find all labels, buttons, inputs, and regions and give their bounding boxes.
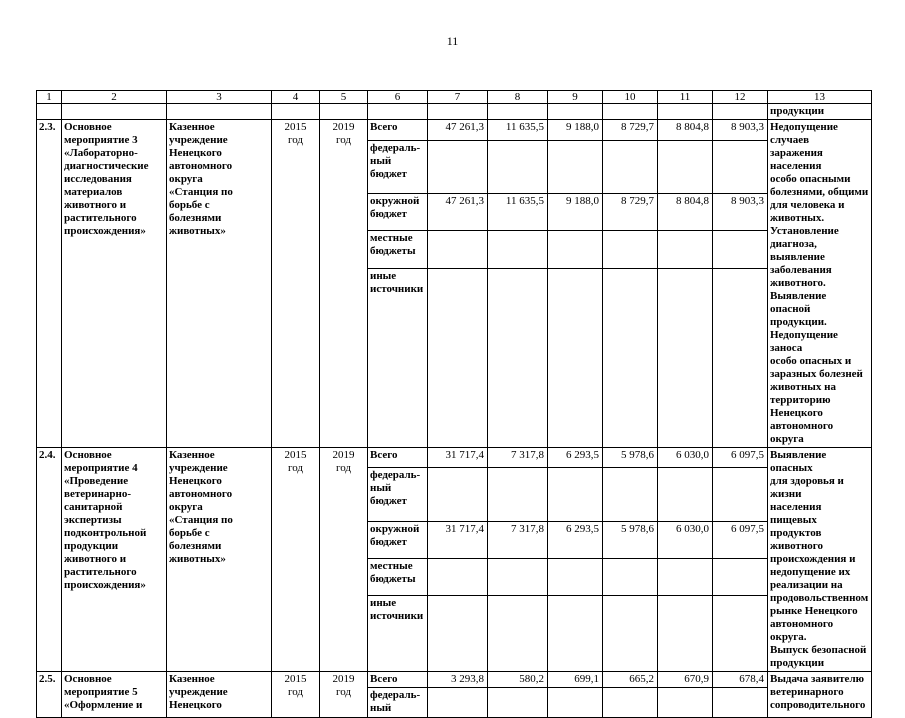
funding-value <box>713 596 768 672</box>
end-year: 2019 год <box>320 120 368 448</box>
funding-value <box>428 231 488 268</box>
column-header: 2 <box>62 91 167 104</box>
table-row <box>37 120 872 141</box>
column-header: 4 <box>272 91 320 104</box>
funding-value <box>658 468 713 522</box>
funding-source: федераль- ный бюджет <box>368 468 428 522</box>
funding-value: 8 804,8 <box>658 120 713 141</box>
funding-value <box>713 468 768 522</box>
funding-value <box>713 268 768 447</box>
funding-value: 6 293,5 <box>548 448 603 468</box>
column-header: 12 <box>713 91 768 104</box>
funding-value <box>658 140 713 194</box>
funding-value: 8 729,7 <box>603 120 658 141</box>
column-header: 7 <box>428 91 488 104</box>
funding-value <box>603 559 658 596</box>
funding-value <box>658 231 713 268</box>
funding-value: 6 030,0 <box>658 522 713 559</box>
funding-value <box>658 559 713 596</box>
column-header: 13 <box>768 91 872 104</box>
funding-value: 31 717,4 <box>428 522 488 559</box>
empty-cell <box>320 104 368 120</box>
funding-source: местные бюджеты <box>368 231 428 268</box>
funding-value <box>548 559 603 596</box>
executor: Казенное учреждение Ненецкого <box>167 672 272 718</box>
expected-result: Выявление опасных для здоровья и жизни населения пищевых продуктов животного происхождения и недопущение их реализации на продовольственном рынке Ненецкого автономного округа. Выпуск безопасной продукции <box>768 448 872 672</box>
funding-value: 678,4 <box>713 672 768 688</box>
funding-value <box>713 140 768 194</box>
row-number: 2.4. <box>37 448 62 672</box>
table-row <box>37 448 872 468</box>
funding-value <box>428 559 488 596</box>
empty-cell <box>488 104 548 120</box>
column-header: 1 <box>37 91 62 104</box>
funding-value <box>658 688 713 718</box>
funding-value: 5 978,6 <box>603 522 658 559</box>
funding-value <box>488 559 548 596</box>
start-year: 2015 год <box>272 672 320 718</box>
funding-value: 11 635,5 <box>488 194 548 231</box>
funding-value <box>603 231 658 268</box>
funding-value: 8 804,8 <box>658 194 713 231</box>
expected-result: Недопущение случаев заражения населения особо опасными болезнями, общими для человека и животных. Установление диагноза, выявление заболевания животного. Выявление опасной продукции. Недопущение заноса особо опасных и заразных болезней животных на территорию Ненецкого автономного округа <box>768 120 872 448</box>
funding-value <box>488 231 548 268</box>
funding-value <box>603 140 658 194</box>
executor: Казенное учреждение Ненецкого автономного округа «Станция по борьбе с болезнями животных» <box>167 448 272 672</box>
funding-value <box>428 688 488 718</box>
row-number: 2.5. <box>37 672 62 718</box>
funding-value <box>603 596 658 672</box>
funding-source: окружной бюджет <box>368 522 428 559</box>
funding-value: 7 317,8 <box>488 448 548 468</box>
funding-source: иные источники <box>368 596 428 672</box>
empty-cell <box>548 104 603 120</box>
funding-value <box>488 268 548 447</box>
funding-source: окружной бюджет <box>368 194 428 231</box>
funding-value <box>603 688 658 718</box>
empty-cell <box>368 104 428 120</box>
row-number: 2.3. <box>37 120 62 448</box>
funding-value: 9 188,0 <box>548 120 603 141</box>
funding-value <box>548 231 603 268</box>
column-header: 3 <box>167 91 272 104</box>
funding-value <box>713 688 768 718</box>
column-header: 5 <box>320 91 368 104</box>
funding-value <box>488 468 548 522</box>
funding-value <box>548 140 603 194</box>
funding-value: 9 188,0 <box>548 194 603 231</box>
funding-value <box>713 559 768 596</box>
funding-source: иные источники <box>368 268 428 447</box>
empty-cell <box>658 104 713 120</box>
funding-value <box>548 468 603 522</box>
funding-value: 47 261,3 <box>428 194 488 231</box>
funding-source: Всего <box>368 448 428 468</box>
header-row <box>37 91 872 104</box>
program-activities-table <box>36 90 872 718</box>
executor: Казенное учреждение Ненецкого автономного округа «Станция по борьбе с болезнями животных» <box>167 120 272 448</box>
end-year: 2019 год <box>320 448 368 672</box>
column-header: 9 <box>548 91 603 104</box>
funding-value: 3 293,8 <box>428 672 488 688</box>
column-header: 8 <box>488 91 548 104</box>
funding-source: федераль- ный <box>368 688 428 718</box>
empty-cell <box>37 104 62 120</box>
activity-name: Основное мероприятие 5 «Оформление и <box>62 672 167 718</box>
start-year: 2015 год <box>272 120 320 448</box>
funding-value <box>428 596 488 672</box>
funding-value <box>488 596 548 672</box>
funding-value <box>428 140 488 194</box>
funding-source: федераль- ный бюджет <box>368 140 428 194</box>
funding-value <box>428 468 488 522</box>
empty-cell <box>62 104 167 120</box>
expected-result: Выдача заявителю ветеринарного сопроводительного <box>768 672 872 718</box>
funding-value <box>713 231 768 268</box>
funding-value: 6 030,0 <box>658 448 713 468</box>
funding-source: местные бюджеты <box>368 559 428 596</box>
funding-value <box>658 268 713 447</box>
column-header: 11 <box>658 91 713 104</box>
funding-value: 7 317,8 <box>488 522 548 559</box>
funding-value: 11 635,5 <box>488 120 548 141</box>
empty-cell <box>167 104 272 120</box>
empty-cell <box>272 104 320 120</box>
funding-value <box>658 596 713 672</box>
result-cell: продукции <box>768 104 872 120</box>
funding-value <box>603 468 658 522</box>
end-year: 2019 год <box>320 672 368 718</box>
funding-value <box>548 268 603 447</box>
start-year: 2015 год <box>272 448 320 672</box>
funding-value: 8 903,3 <box>713 120 768 141</box>
page-number: 11 <box>446 34 459 48</box>
funding-value <box>428 268 488 447</box>
table-row <box>37 672 872 688</box>
empty-cell <box>713 104 768 120</box>
empty-cell <box>428 104 488 120</box>
funding-value: 6 097,5 <box>713 448 768 468</box>
funding-value <box>488 140 548 194</box>
funding-source: Всего <box>368 672 428 688</box>
funding-value: 699,1 <box>548 672 603 688</box>
funding-value: 670,9 <box>658 672 713 688</box>
column-header: 6 <box>368 91 428 104</box>
funding-value <box>548 688 603 718</box>
funding-value <box>603 268 658 447</box>
funding-value: 665,2 <box>603 672 658 688</box>
empty-cell <box>603 104 658 120</box>
funding-value <box>548 596 603 672</box>
funding-value: 8 729,7 <box>603 194 658 231</box>
funding-value: 8 903,3 <box>713 194 768 231</box>
activity-name: Основное мероприятие 4 «Проведение ветеринарно- санитарной экспертизы подконтрольной продукции животного и растительного происхождения» <box>62 448 167 672</box>
funding-value: 6 293,5 <box>548 522 603 559</box>
continuation-row <box>37 104 872 120</box>
funding-value: 580,2 <box>488 672 548 688</box>
funding-value: 6 097,5 <box>713 522 768 559</box>
funding-value: 47 261,3 <box>428 120 488 141</box>
funding-source: Всего <box>368 120 428 141</box>
funding-value: 31 717,4 <box>428 448 488 468</box>
column-header: 10 <box>603 91 658 104</box>
funding-value: 5 978,6 <box>603 448 658 468</box>
funding-value <box>488 688 548 718</box>
activity-name: Основное мероприятие 3 «Лабораторно- диагностические исследования материалов животного и растительного происхождения» <box>62 120 167 448</box>
